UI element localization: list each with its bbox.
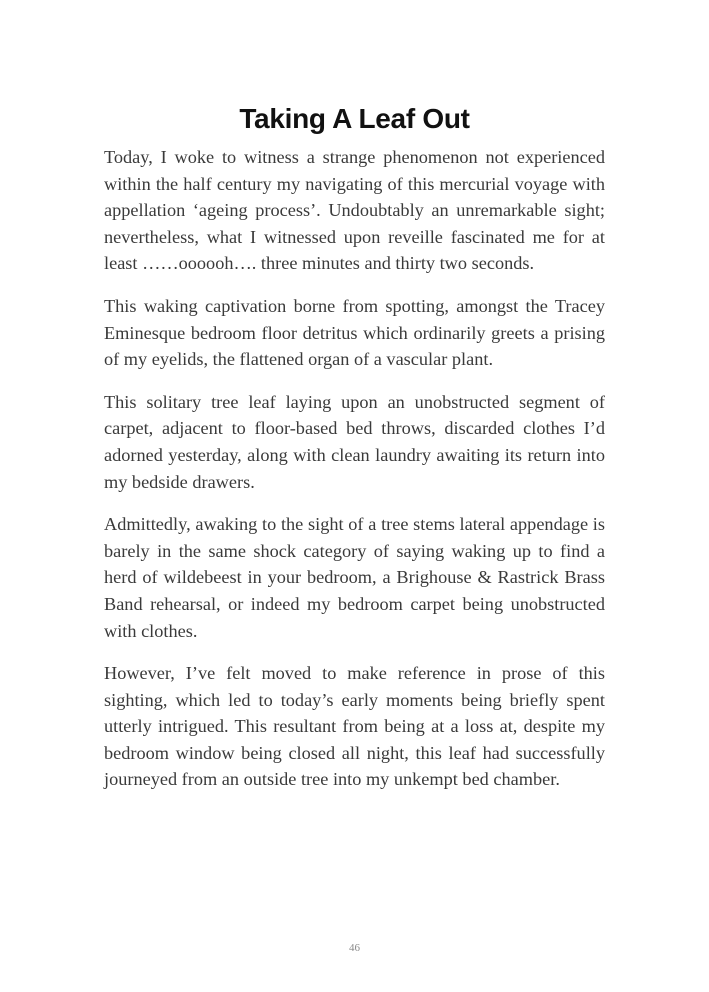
paragraph-5: However, I’ve felt moved to make reference in prose of this sighting, which led to today’s early moments being briefly spent utterly intrigued. This resultant from being at a loss at, despite my bedroom window being closed all night, this leaf had successfully journeyed from an outside tree into my unkempt bed chamber. — [104, 663, 605, 790]
page-number: 46 — [349, 942, 360, 954]
paragraph-4: Admittedly, awaking to the sight of a tree stems lateral appendage is barely in the same shock category of saying waking up to find a herd of wildebeest in your bedroom, a Brighouse & Rastrick Brass Band rehearsal, or indeed my bedroom carpet being unobstructed with clothes. — [104, 514, 605, 641]
body-text — [104, 144, 605, 809]
paragraph-3: This solitary tree leaf laying upon an unobstructed segment of carpet, adjacent to floor-based bed throws, discarded clothes I’d adorned yesterday, along with clean laundry awaiting its return into my bedside drawers. — [104, 391, 605, 492]
paragraph-2: This waking captivation borne from spotting, amongst the Tracey Eminesque bedroom floor detritus which ordinarily greets a prising of my eyelids, the flattened organ of a vascular plant. — [104, 295, 605, 370]
page-title: Taking A Leaf Out — [239, 102, 470, 134]
paragraph-1: Today, I woke to witness a strange phenomenon not experienced within the half century my navigating of this mercurial voyage with appellation ‘ageing process’. Undoubtably an unremarkable sight; nevertheless, what I witnessed upon reveille fascinated me for at least ……oooooh…. three minutes and thirty two seconds. — [104, 147, 605, 274]
